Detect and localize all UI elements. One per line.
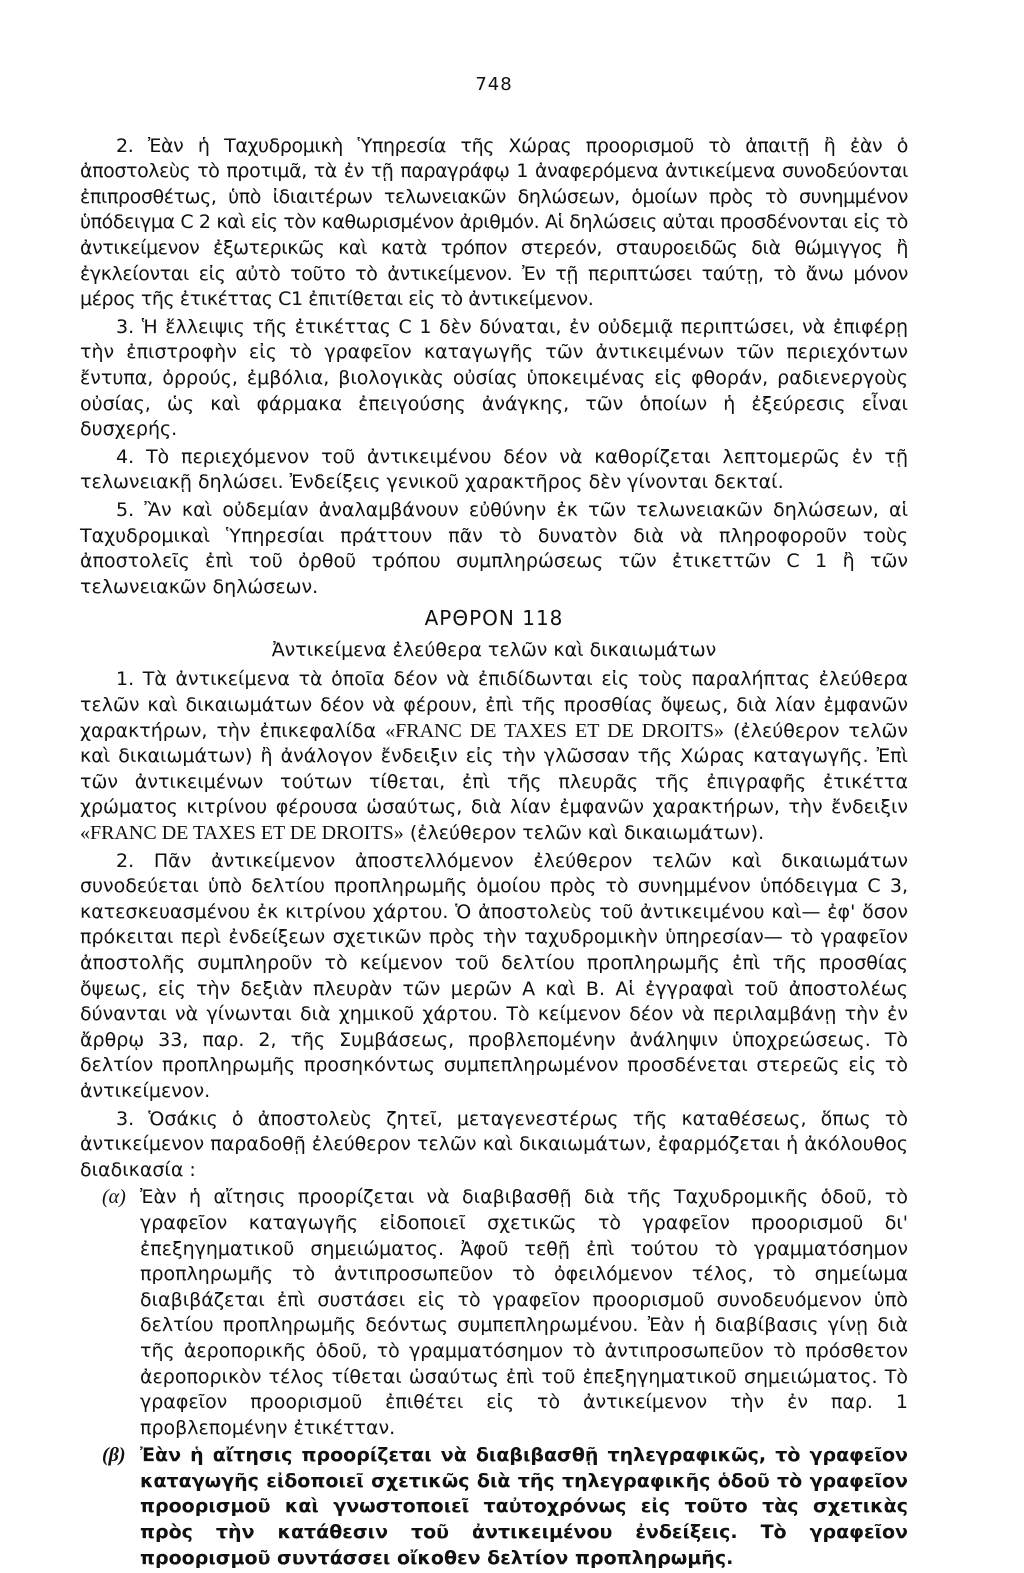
article-paragraph-1-text-b: (ἐλεύθερον τελῶν καὶ δικαιωμάτων) ἢ ἀνάλογον ἔνδειξιν εἰς τὴν γλῶσσαν τῆς Χώρας καταγωγῆς. Ἐπὶ τῶν ἀντικειμένων τούτων τίθεται, ἐπὶ τῆς πλευρᾶς τῆς ἐπιγραφῆς ἐτικέττα χρώματος κιτρίνου φέρουσα ὡσαύτως, διὰ λίαν ἐμφανῶν χαρακτήρων, τὴν ἔνδειξιν [80, 719, 908, 819]
subitem-alpha-text: Ἐὰν ἡ αἴτησις προορίζεται νὰ διαβιβασθῇ διὰ τῆς Ταχυδρομικῆς ὁδοῦ, τὸ γραφεῖον καταγωγῆς εἰδοποιεῖ σχετικῶς τὸ γραφεῖον προορισμοῦ δι' ἐπεξηγηματικοῦ σημειώματος. Ἀφοῦ τεθῇ ἐπὶ τούτου τὸ γραμματόσημον προπληρωμῆς τὸ ἀντιπροσωπεῦον τὸ ὀφειλόμενον τέλος, τὸ σημείωμα διαβιβάζεται ἐπὶ συστάσει εἰς τὸ γραφεῖον προορισμοῦ συνοδευόμενον ὑπὸ δελτίου προπληρωμῆς δεόντως συμπεπληρωμένου. Ἐὰν ἡ διαβίβασις γίνῃ διὰ τῆς ἀεροπορικῆς ὁδοῦ, τὸ γραμματόσημον τὸ ἀντιπροσωπεῦον τὸ πρόσθετον ἀεροπορικὸν τέλος τίθεται ὡσαύτως ἐπὶ τοῦ ἐπεξηγηματικοῦ σημειώματος. Τὸ γραφεῖον προορισμοῦ ἐπιθέτει εἰς τὸ ἀντικείμενον τὴν ἐν παρ. 1 προβλεπομένην ἐτικέτταν. [140, 1186, 908, 1439]
article-paragraph-1 [80, 667, 908, 846]
document-page [80, 72, 908, 1573]
article-paragraph-1-text-c: (ἐλεύθερον τελῶν καὶ δικαιωμάτων). [403, 822, 765, 845]
article-paragraph-3: 3. Ὁσάκις ὁ ἀποστολεὺς ζητεῖ, μεταγενεστέρως τῆς καταθέσεως, ὅπως τὸ ἀντικείμενον παραδοθῇ ἐλεύθερον τελῶν καὶ δικαιωμάτων, ἐφαρμόζεται ἡ ἀκόλουθος διαδικασία : [80, 1107, 908, 1181]
subitem-beta-text: Ἐὰν ἡ αἴτησις προορίζεται νὰ διαβιβασθῇ τηλεγραφικῶς, τὸ γραφεῖον καταγωγῆς εἰδοποιεῖ σχετικῶς διὰ τῆς τηλεγραφικῆς ὁδοῦ τὸ γραφεῖον προορισμοῦ καὶ γνωστοποιεῖ ταὐτοχρόνως εἰς τοῦτο τὰς σχετικὰς πρὸς τὴν κατάθεσιν τοῦ ἀντικειμένου ἐνδείξεις. Τὸ γραφεῖον προορισμοῦ συντάσσει οἴκοθεν δελτίον προπληρωμῆς. [140, 1444, 908, 1569]
subitem-alpha-marker: (α) [102, 1186, 126, 1209]
article-paragraph-2: 2. Πᾶν ἀντικείμενον ἀποστελλόμενον ἐλεύθερον τελῶν καὶ δικαιωμάτων συνοδεύεται ὑπὸ δελτίου προπληρωμῆς ὁμοίου πρὸς τὸ συνημμένον ὑπόδειγμα C 3, κατεσκευασμένου ἐκ κιτρίνου χάρτου. Ὁ ἀποστολεὺς τοῦ ἀντικειμένου καὶ— ἐφ' ὅσον πρόκειται περὶ ἐνδείξεων σχετικῶν πρὸς τὴν ταχυδρομικὴν ὑπηρεσίαν— τὸ γραφεῖον ἀποστολῆς συμπληροῦν τὸ κείμενον τοῦ δελτίου προπληρωμῆς ἐπὶ τῆς προσθίας ὄψεως, εἰς τὴν δεξιὰν πλευρὰν τῶν μερῶν Α καὶ Β. Αἱ ἐγγραφαὶ τοῦ ἀποστολέως δύνανται νὰ γίνωνται διὰ χημικοῦ χάρτου. Τὸ κείμενον δέον νὰ περιλαμβάνῃ τὴν ἐν ἄρθρῳ 33, παρ. 2, τῆς Συμβάσεως, προβλεπομένην ἀνάληψιν ὑποχρεώσεως. Τὸ δελτίον προπληρωμῆς προσηκόντως συμπεπληρωμένον προσδένεται στερεῶς εἰς τὸ ἀντικείμενον. [80, 849, 908, 1102]
franc-de-taxes-heading-2: «FRANC DE TAXES ET DE DROITS» [80, 822, 404, 845]
paragraph-5: 5. Ἂν καὶ οὐδεμίαν ἀναλαμβάνουν εὐθύνην ἐκ τῶν τελωνειακῶν δηλώσεων, αἱ Ταχυδρομικαὶ Ὑπηρεσίαι πράττουν πᾶν τὸ δυνατὸν διὰ νὰ πληροφοροῦν τοὺς ἀποστολεῖς ἐπὶ τοῦ ὀρθοῦ τρόπου συμπληρώσεως τῶν ἐτικεττῶν C 1 ἢ τῶν τελωνειακῶν δηλώσεων. [80, 498, 908, 598]
article-paragraph-1-text-a: 1. Τὰ ἀντικείμενα τὰ ὁποῖα δέον νὰ ἐπιδίδωνται εἰς τοὺς παραλήπτας ἐλεύθερα τελῶν καὶ δικαιωμάτων δέον νὰ φέρουν, ἐπὶ τῆς προσθίας ὄψεως, διὰ λίαν ἐμφανῶν χαρακτήρων, τὴν ἐπικεφαλίδα [80, 668, 908, 742]
article-subtitle: Ἀντικείμενα ἐλεύθερα τελῶν καὶ δικαιωμάτων [271, 638, 717, 661]
paragraph-4: 4. Τὸ περιεχόμενον τοῦ ἀντικειμένου δέον νὰ καθορίζεται λεπτομερῶς ἐν τῇ τελωνειακῇ δηλώσει. Ἐνδείξεις γενικοῦ χαρακτῆρος δὲν γίνονται δεκταί. [80, 445, 908, 494]
article-title: ΑΡΘΡΟΝ 118 [424, 606, 564, 631]
franc-de-taxes-heading-1: «FRANC DE TAXES ET DE DROITS» [385, 719, 725, 742]
paragraph-2: 2. Ἐὰν ἡ Ταχυδρομικὴ Ὑπηρεσία τῆς Χώρας προορισμοῦ τὸ ἀπαιτῇ ἢ ἐὰν ὁ ἀποστολεὺς τὸ προτιμᾶ, τὰ ἐν τῇ παραγράφῳ 1 ἀναφερόμενα ἀντικείμενα συνοδεύονται ἐπιπροσθέτως, ὑπὸ ἰδιαιτέρων τελωνειακῶν δηλώσεων, ὁμοίων πρὸς τὸ συνημμένον ὑπόδειγμα C 2 καὶ εἰς τὸν καθωρισμένον ἀριθμόν. Αἱ δηλώσεις αὐται προσδένονται εἰς τὸ ἀντικείμενον ἐξωτερικῶς καὶ κατὰ τρόπον στερεόν, σταυροειδῶς διὰ θώμιγγος ἢ ἐγκλείονται εἰς αὐτὸ τοῦτο τὸ ἀντικείμενον. Ἐν τῇ περιπτώσει ταύτῃ, τὸ ἄνω μόνον μέρος τῆς ἐτικέττας C1 ἐπιτίθεται εἰς τὸ ἀντικείμενον. [80, 134, 908, 311]
page-number: 748 [475, 74, 513, 95]
subitem-beta-marker: (β) [102, 1444, 126, 1467]
paragraph-3: 3. Ἡ ἔλλειψις τῆς ἐτικέττας C 1 δὲν δύναται, ἐν οὐδεμιᾷ περιπτώσει, νὰ ἐπιφέρῃ τὴν ἐπιστροφὴν εἰς τὸ γραφεῖον καταγωγῆς τῶν ἀντικειμένων τῶν περιεχόντων ἔντυπα, ὀρρούς, ἐμβόλια, βιολογικὰς οὐσίας ὑποκειμένας εἰς φθοράν, ραδιενεργοὺς οὐσίας, ὡς καὶ φάρμακα ἐπειγούσης ἀνάγκης, τῶν ὁποίων ἡ ἐξεύρεσις εἶναι δυσχερής. [80, 315, 908, 441]
subitem-alpha [80, 1185, 908, 1441]
subitem-beta [80, 1443, 908, 1571]
